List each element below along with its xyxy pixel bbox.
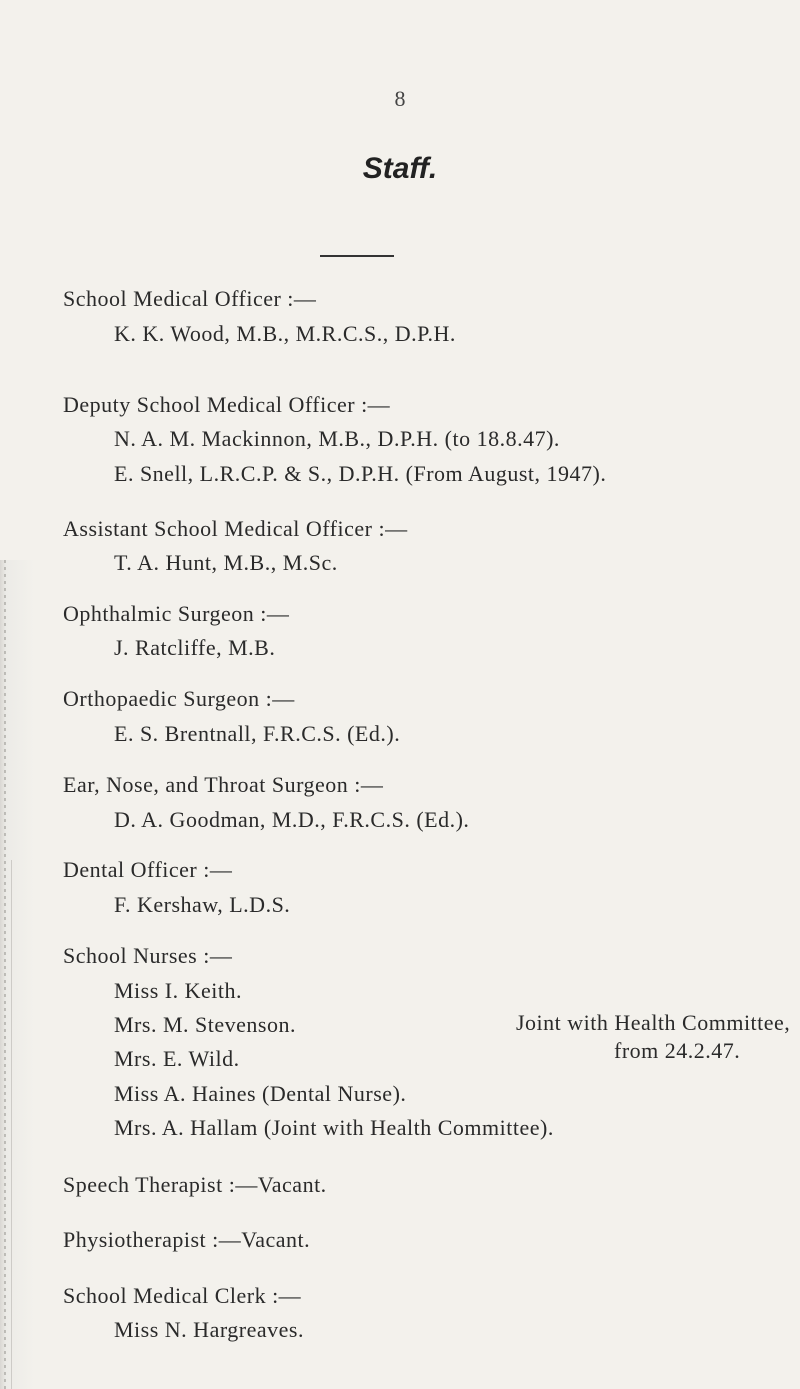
staff-name: D. A. Goodman, M.D., F.R.C.S. (Ed.). <box>114 807 470 832</box>
staff-name: K. K. Wood, M.B., M.R.C.S., D.P.H. <box>114 321 456 346</box>
staff-name: Miss A. Haines (Dental Nurse). <box>114 1081 407 1106</box>
role-school-medical-officer: School Medical Officer :— <box>63 286 317 311</box>
staff-name: N. A. M. Mackinnon, M.B., D.P.H. (to 18.8.47). <box>114 426 560 451</box>
staff-name: F. Kershaw, L.D.S. <box>114 892 291 917</box>
staff-name: E. Snell, L.R.C.P. & S., D.P.H. (From August, 1947). <box>114 461 607 486</box>
title-underline <box>320 255 394 257</box>
staff-name: Mrs. E. Wild. <box>114 1046 240 1071</box>
staff-name: J. Ratcliffe, M.B. <box>114 635 276 660</box>
joint-note-line1: Joint with Health Committee, <box>516 1010 791 1035</box>
page-number: 8 <box>394 86 406 111</box>
role-dental-officer: Dental Officer :— <box>63 857 233 882</box>
role-school-nurses: School Nurses :— <box>63 943 233 968</box>
role-ent-surgeon: Ear, Nose, and Throat Surgeon :— <box>63 772 384 797</box>
joint-note-line2: from 24.2.47. <box>614 1038 741 1063</box>
staff-name: Miss N. Hargreaves. <box>114 1317 304 1342</box>
role-orthopaedic-surgeon: Orthopaedic Surgeon :— <box>63 686 295 711</box>
role-physiotherapist: Physiotherapist :—Vacant. <box>63 1227 311 1252</box>
staff-name: Miss I. Keith. <box>114 978 242 1003</box>
role-assistant-school-medical-officer: Assistant School Medical Officer :— <box>63 516 408 541</box>
role-ophthalmic-surgeon: Ophthalmic Surgeon :— <box>63 601 290 626</box>
page-title: Staff. <box>362 152 438 185</box>
binding-edge <box>0 560 34 1389</box>
staff-name: E. S. Brentnall, F.R.C.S. (Ed.). <box>114 721 401 746</box>
role-deputy-school-medical-officer: Deputy School Medical Officer :— <box>63 392 391 417</box>
staff-name: Mrs. M. Stevenson. <box>114 1012 296 1037</box>
staff-name: Mrs. A. Hallam (Joint with Health Committee). <box>114 1115 554 1140</box>
role-speech-therapist: Speech Therapist :—Vacant. <box>63 1172 327 1197</box>
staff-name: T. A. Hunt, M.B., M.Sc. <box>114 550 338 575</box>
role-school-medical-clerk: School Medical Clerk :— <box>63 1283 302 1308</box>
